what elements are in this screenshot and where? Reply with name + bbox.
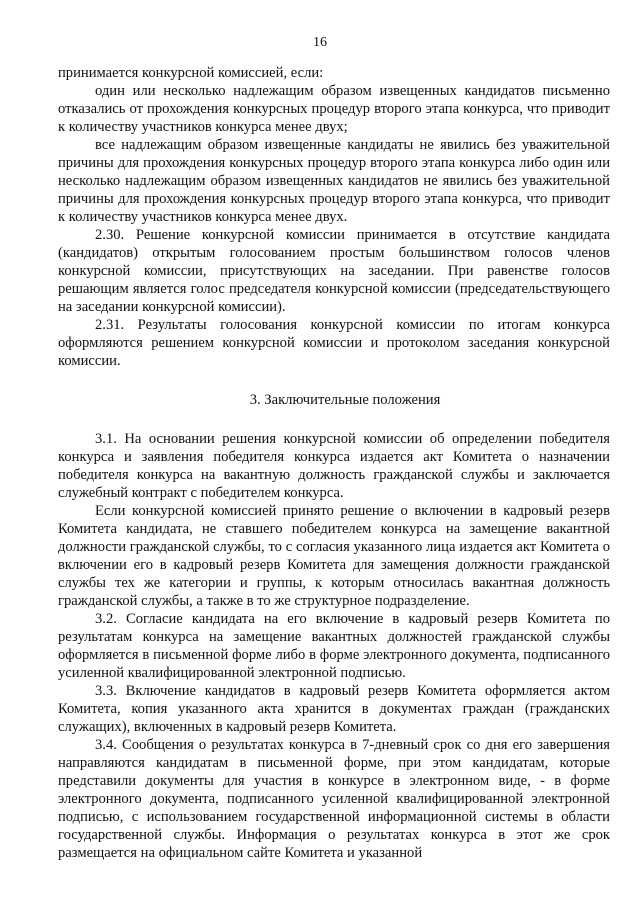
document-body: [58, 64, 610, 862]
paragraph-3-3: 3.3. Включение кандидатов в кадровый резерв Комитета оформляется актом Комитета, копия указанного акта хранится в документах граждан (гражданских служащих), включенных в кадровый резерв Комитета.: [58, 683, 610, 735]
paragraph-2-31: 2.31. Результаты голосования конкурсной комиссии по итогам конкурса оформляются решением конкурсной комиссии и протоколом заседания конкурсной комиссии.: [58, 317, 610, 369]
section-3-heading: 3. Заключительные положения: [249, 392, 441, 408]
paragraph-condition-refusal: один или несколько надлежащим образом извещенных кандидатов письменно отказались от прохождения конкурсных процедур второго этапа конкурса, что приводит к количеству участников конкурса менее двух;: [58, 83, 610, 135]
page-number: 16: [313, 35, 327, 50]
paragraph-3-2: 3.2. Согласие кандидата на его включение в кадровый резерв Комитета по результатам конкурса на замещение вакантных должностей гражданской службы оформляется в письменной форме либо в форме электронного документа, подписанного усиленной квалифицированной электронной подписью.: [58, 611, 610, 681]
paragraph-2-30: 2.30. Решение конкурсной комиссии принимается в отсутствие кандидата (кандидатов) открытым голосованием простым большинством голосов членов конкурсной комиссии, присутствующих на заседании. При равенстве голосов решающим является голос председателя конкурсной комиссии (председательствующего на заседании конкурсной комиссии).: [58, 227, 610, 315]
paragraph-3-4: 3.4. Сообщения о результатах конкурса в 7-дневный срок со дня его завершения направляются кандидатам в письменной форме, при этом кандидатам, которые представили документы для участия в конкурсе в электронном виде, - в форме электронного документа, подписанного усиленной квалифицированной электронной подписью, с использованием государственной информационной системы в области государственной службы. Информация о результатах конкурса в этот же срок размещается на официальном сайте Комитета и указанной: [58, 737, 610, 861]
paragraph-3-1: 3.1. На основании решения конкурсной комиссии об определении победителя конкурса и заявления победителя конкурса издается акт Комитета о назначении победителя конкурса на вакантную должность гражданской службы и заключается служебный контракт с победителем конкурса.: [58, 431, 610, 501]
paragraph-condition-absence: все надлежащим образом извещенные кандидаты не явились без уважительной причины для прохождения конкурсных процедур второго этапа конкурса либо один или несколько надлежащим образом извещенных кандидатов не явились без уважительной причины для прохождения конкурсных процедур второго этапа конкурса, что приводит к количеству участников конкурса менее двух.: [58, 137, 610, 225]
paragraph-3-1-reserve: Если конкурсной комиссией принято решение о включении в кадровый резерв Комитета кандидата, не ставшего победителем конкурса на замещение вакантной должности гражданской службы, то с согласия указанного лица издается акт Комитета о включении его в кадровый резерв Комитета для замещения должности гражданской службы тех же категории и группы, к которым относилась вакантная должность гражданской службы, а также в то же структурное подразделение.: [58, 503, 610, 609]
paragraph-continuation: принимается конкурсной комиссией, если:: [58, 65, 324, 81]
